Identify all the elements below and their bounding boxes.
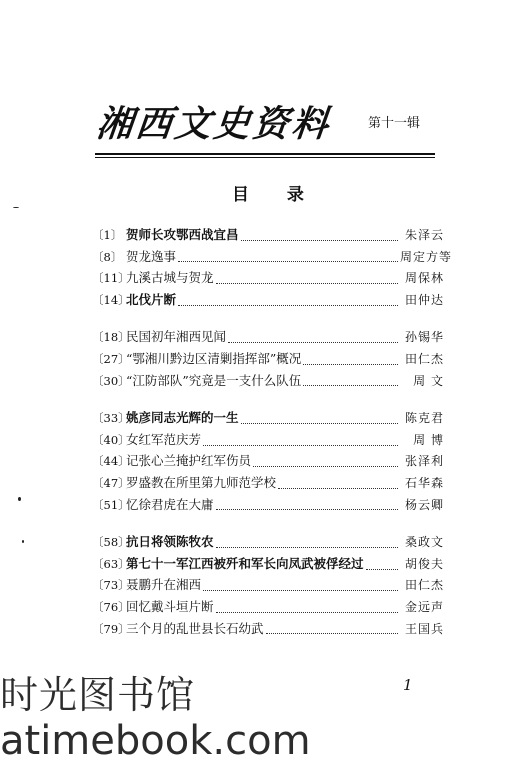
scan-speck: [22, 540, 24, 543]
toc-entry-author: 桑政文: [404, 535, 444, 550]
watermark-url: atimebook.com: [0, 718, 311, 764]
toc-entry-title: “江防部队”究竟是一支什么队伍: [126, 372, 302, 388]
toc-entry-title: 忆徐君虎在大庸: [126, 496, 214, 512]
toc-entry-page: 〔30〕: [92, 373, 130, 388]
toc-entry-author: 周定方等: [400, 249, 453, 264]
toc-entry-title: 北伐片断: [126, 291, 177, 307]
toc-entry-title: 民国初年湘西见闻: [126, 329, 227, 345]
toc-entry[interactable]: [92, 473, 444, 495]
toc-leader-dots: [216, 603, 398, 613]
book-title: 湘西文史资料: [94, 103, 333, 145]
toc-entry-page: 〔40〕: [92, 432, 130, 447]
toc-entry-title: 贺龙逸事: [126, 248, 177, 264]
toc-entry-page: 〔63〕: [92, 556, 130, 571]
toc-entry[interactable]: [92, 575, 444, 597]
toc-entry-title: “鄂湘川黔边区清剿指挥部”概况: [126, 350, 302, 366]
toc-entry-title: 九溪古城与贺龙: [126, 270, 214, 286]
toc-entry-title: 记张心兰掩护红军伤员: [126, 453, 252, 469]
toc-leader-dots: [178, 252, 398, 262]
volume-label: 第十一辑: [368, 116, 421, 131]
toc-leader-dots: [203, 436, 398, 446]
toc-entry-page: 〔1〕: [92, 228, 123, 242]
toc-entry-author: 杨云卿: [404, 497, 444, 512]
toc-leader-dots: [216, 500, 398, 510]
toc-entry[interactable]: [92, 268, 444, 290]
toc-entry[interactable]: [92, 532, 444, 554]
toc-leader-dots: [178, 296, 398, 306]
toc-entry-title: 抗日将领陈牧农: [126, 534, 214, 550]
toc-entry-page: 〔33〕: [92, 411, 130, 426]
toc-entry-title: 罗盛教在所里第九师范学校: [126, 474, 277, 490]
toc-entry-author: 周 文: [413, 373, 444, 388]
toc-entry-title: 三个月的乱世县长石幼武: [126, 620, 264, 636]
toc-leader-dots: [303, 376, 398, 386]
toc-entry-page: 〔47〕: [92, 475, 130, 490]
toc-entry-author: 周 博: [413, 432, 444, 447]
toc-entry-title: 第七十一军江西被歼和军长向凤武被俘经过: [126, 555, 364, 571]
toc-entry[interactable]: [92, 247, 453, 269]
toc-entry-author: 田仲达: [404, 292, 444, 307]
toc-entry-author: 张泽利: [404, 454, 444, 469]
toc-entry-page: 〔27〕: [92, 351, 130, 366]
toc-leader-dots: [266, 624, 398, 634]
toc-leader-dots: [241, 414, 398, 424]
toc-entry-title: 回忆戴斗垣片断: [126, 598, 214, 614]
toc-entry-author: 田仁杰: [404, 351, 444, 366]
toc-leader-dots: [216, 274, 398, 284]
toc-entry[interactable]: [92, 371, 444, 393]
toc-entry-author: 金远声: [404, 599, 444, 614]
toc-leader-dots: [241, 231, 398, 241]
toc-entry[interactable]: [92, 225, 444, 247]
toc-entry-author: 周保林: [404, 271, 444, 286]
toc-entry-author: 石华森: [404, 475, 444, 490]
toc-entry[interactable]: [92, 619, 444, 641]
title-rule: [95, 153, 435, 155]
toc-entry[interactable]: [92, 327, 444, 349]
toc-entry-title: 姚彦同志光辉的一生: [126, 410, 239, 426]
group-spacer: [92, 311, 444, 327]
scan-speck: [18, 497, 21, 501]
toc-entry-page: 〔76〕: [92, 599, 130, 614]
toc-leader-dots: [203, 581, 398, 591]
toc-entry-page: 〔58〕: [92, 535, 130, 550]
toc-leader-dots: [228, 333, 398, 343]
toc-entry[interactable]: [92, 290, 444, 312]
toc-entry-page: 〔73〕: [92, 578, 130, 593]
toc-entry[interactable]: [92, 597, 444, 619]
toc-entry[interactable]: [92, 430, 444, 452]
toc-entry-page: 〔8〕: [92, 249, 123, 264]
watermark-chinese: 时光图书馆: [0, 673, 196, 717]
toc-entry-page: 〔44〕: [92, 454, 130, 469]
toc-entry-page: 〔18〕: [92, 330, 130, 345]
group-spacer: [92, 392, 444, 408]
toc-leader-dots: [366, 560, 398, 570]
toc-entry-author: 胡俊夫: [404, 556, 444, 571]
table-of-contents: [92, 225, 453, 640]
toc-entry[interactable]: [92, 349, 444, 371]
toc-entry[interactable]: [92, 554, 444, 576]
toc-leader-dots: [303, 355, 398, 365]
toc-heading: 目 录: [232, 185, 320, 205]
toc-entry[interactable]: [92, 451, 444, 473]
toc-entry-title: 聂鹏升在湘西: [126, 577, 202, 593]
toc-entry-author: 田仁杰: [404, 578, 444, 593]
toc-entry-page: 〔79〕: [92, 621, 130, 636]
toc-entry-author: 孙锡华: [404, 330, 444, 345]
toc-entry-page: 〔14〕: [92, 292, 130, 307]
toc-entry[interactable]: [92, 408, 444, 430]
title-rule-thin: [95, 157, 435, 158]
toc-leader-dots: [253, 457, 398, 467]
scan-speck: [13, 207, 19, 208]
group-spacer: [92, 516, 444, 532]
toc-entry-page: 〔11〕: [92, 271, 130, 286]
toc-entry-title: 贺师长攻鄂西战宜昌: [126, 227, 239, 242]
toc-leader-dots: [278, 479, 398, 489]
toc-entry-page: 〔51〕: [92, 497, 130, 512]
toc-entry-author: 朱泽云: [404, 228, 444, 242]
toc-entry-author: 陈克君: [404, 411, 444, 426]
toc-leader-dots: [216, 538, 398, 548]
page-number: 1: [403, 676, 413, 694]
toc-entry-author: 王国兵: [404, 621, 444, 636]
toc-entry-title: 女红军范庆芳: [126, 431, 202, 447]
toc-entry[interactable]: [92, 495, 444, 517]
